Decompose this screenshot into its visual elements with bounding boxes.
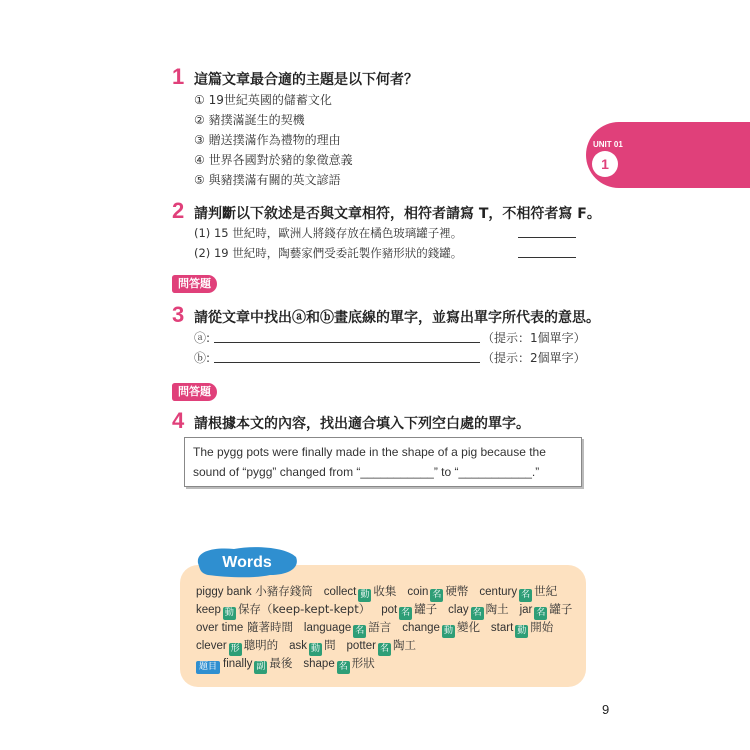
pos-noun-badge: 名 bbox=[536, 608, 546, 618]
pos-verb-badge: 動 bbox=[517, 626, 527, 636]
word-pot: pot bbox=[381, 604, 398, 616]
pos-adj-badge: 形 bbox=[230, 644, 240, 654]
pos-noun-badge: 名 bbox=[401, 608, 411, 618]
q2-title: 請判斷以下敘述是否與文章相符，相符者請寫 T，不相符者寫 F。 bbox=[194, 206, 601, 222]
meaning-shape: 形狀 bbox=[351, 656, 375, 670]
word-language: language bbox=[303, 622, 352, 634]
words-line-3 bbox=[196, 619, 553, 638]
word-century: century bbox=[479, 586, 518, 598]
q3-number: 3 bbox=[172, 302, 185, 327]
meaning-century: 世紀 bbox=[534, 584, 558, 598]
word-finally: finally bbox=[223, 658, 253, 670]
word-ask: ask bbox=[289, 640, 308, 652]
q4-sentence-line-1: The pygg pots were finally made in the shape of a pig because the bbox=[193, 445, 546, 459]
q3-b-hint: （提示：2個單字） bbox=[482, 351, 586, 365]
meaning-change: 變化 bbox=[456, 620, 480, 634]
q3-title: 請從文章中找出ⓐ和ⓑ畫底線的單字，並寫出單字所代表的意思。 bbox=[194, 310, 600, 326]
q2-number: 2 bbox=[172, 198, 185, 223]
words-title-splash bbox=[194, 543, 300, 579]
q1-number: 1 bbox=[172, 64, 185, 89]
meaning-pot: 罐子 bbox=[414, 602, 438, 616]
words-line-5 bbox=[196, 655, 375, 674]
word-keep: keep bbox=[196, 604, 221, 616]
pos-verb-badge: 動 bbox=[311, 644, 321, 654]
q4-answer-box bbox=[184, 437, 582, 487]
meaning-start: 開始 bbox=[530, 620, 554, 634]
q3-b-label: ⓑ: bbox=[194, 351, 211, 365]
meaning-keep: 保存（keep-kept-kept） bbox=[237, 602, 371, 616]
pos-noun-badge: 名 bbox=[472, 608, 482, 618]
meaning-over-time: 隨著時間 bbox=[246, 620, 293, 634]
qa-badge-2: 問答題 bbox=[172, 383, 217, 401]
q1-option-4: ④ 世界各國對於豬的象徵意義 bbox=[194, 153, 353, 167]
word-over-time: over time bbox=[196, 622, 244, 634]
pos-noun-badge: 名 bbox=[338, 662, 348, 672]
q3-a-label: ⓐ: bbox=[194, 331, 211, 345]
word-start: start bbox=[490, 622, 514, 634]
q1-option-1: ① 19世紀英國的儲蓄文化 bbox=[194, 93, 332, 107]
q2-answer-blank-1[interactable] bbox=[518, 237, 576, 238]
q1-title: 這篇文章最合適的主題是以下何者？ bbox=[194, 72, 418, 88]
meaning-language: 語言 bbox=[368, 620, 392, 634]
word-collect: collect bbox=[323, 586, 357, 598]
q1-option-5: ⑤ 與豬撲滿有關的英文諺語 bbox=[194, 173, 341, 187]
words-line-1 bbox=[196, 583, 557, 602]
q2-statement-2: (2) 19 世紀時，陶藝家們受委託製作豬形狀的錢罐。 bbox=[194, 246, 463, 260]
meaning-clever: 聰明的 bbox=[243, 638, 279, 652]
meaning-ask: 問 bbox=[324, 638, 336, 652]
meaning-jar: 罐子 bbox=[549, 602, 573, 616]
q4-sentence-line-2[interactable]: sound of “pygg” changed from “___________” to “___________.” bbox=[193, 465, 540, 479]
pos-verb-badge: 動 bbox=[443, 626, 453, 636]
q1-option-3: ③ 贈送撲滿作為禮物的理由 bbox=[194, 133, 341, 147]
unit-number: 1 bbox=[592, 151, 618, 177]
qa-badge-1: 問答題 bbox=[172, 275, 217, 293]
pos-noun-badge: 名 bbox=[379, 644, 389, 654]
word-piggy-bank: piggy bank bbox=[196, 586, 252, 598]
pos-adv-badge: 副 bbox=[256, 662, 266, 672]
unit-label: UNIT 01 bbox=[593, 140, 623, 149]
q3-a-answer-line[interactable] bbox=[214, 342, 480, 343]
q4-title: 請根據本文的內容，找出適合填入下列空白處的單字。 bbox=[194, 416, 530, 432]
meaning-clay: 陶土 bbox=[485, 602, 509, 616]
word-potter: potter bbox=[346, 640, 376, 652]
pos-noun-badge: 名 bbox=[432, 590, 442, 600]
pos-noun-badge: 名 bbox=[521, 590, 531, 600]
q2-statement-1: (1) 15 世紀時，歐洲人將錢存放在橘色玻璃罐子裡。 bbox=[194, 226, 463, 240]
q3-a-hint: （提示：1個單字） bbox=[482, 331, 586, 345]
meaning-potter: 陶工 bbox=[392, 638, 416, 652]
words-title: Words bbox=[222, 554, 272, 571]
q4-number: 4 bbox=[172, 408, 185, 433]
pos-verb-badge: 動 bbox=[224, 608, 234, 618]
meaning-piggy-bank: 小豬存錢筒 bbox=[255, 584, 313, 598]
words-line-4 bbox=[196, 637, 416, 656]
meaning-collect: 收集 bbox=[373, 584, 397, 598]
word-shape: shape bbox=[303, 658, 335, 670]
word-clever: clever bbox=[196, 640, 227, 652]
pos-noun-badge: 名 bbox=[355, 626, 365, 636]
q1-option-2: ② 豬撲滿誕生的契機 bbox=[194, 113, 305, 127]
word-clay: clay bbox=[448, 604, 469, 616]
question-tag: 題目 bbox=[196, 661, 220, 674]
meaning-coin: 硬幣 bbox=[445, 584, 469, 598]
word-jar: jar bbox=[519, 604, 533, 616]
word-coin: coin bbox=[407, 586, 429, 598]
q3-b-answer-line[interactable] bbox=[214, 362, 480, 363]
words-line-2 bbox=[196, 601, 572, 620]
meaning-finally: 最後 bbox=[269, 656, 293, 670]
page-number: 9 bbox=[602, 702, 610, 717]
q2-answer-blank-2[interactable] bbox=[518, 257, 576, 258]
pos-verb-badge: 動 bbox=[360, 590, 370, 600]
word-change: change bbox=[402, 622, 440, 634]
